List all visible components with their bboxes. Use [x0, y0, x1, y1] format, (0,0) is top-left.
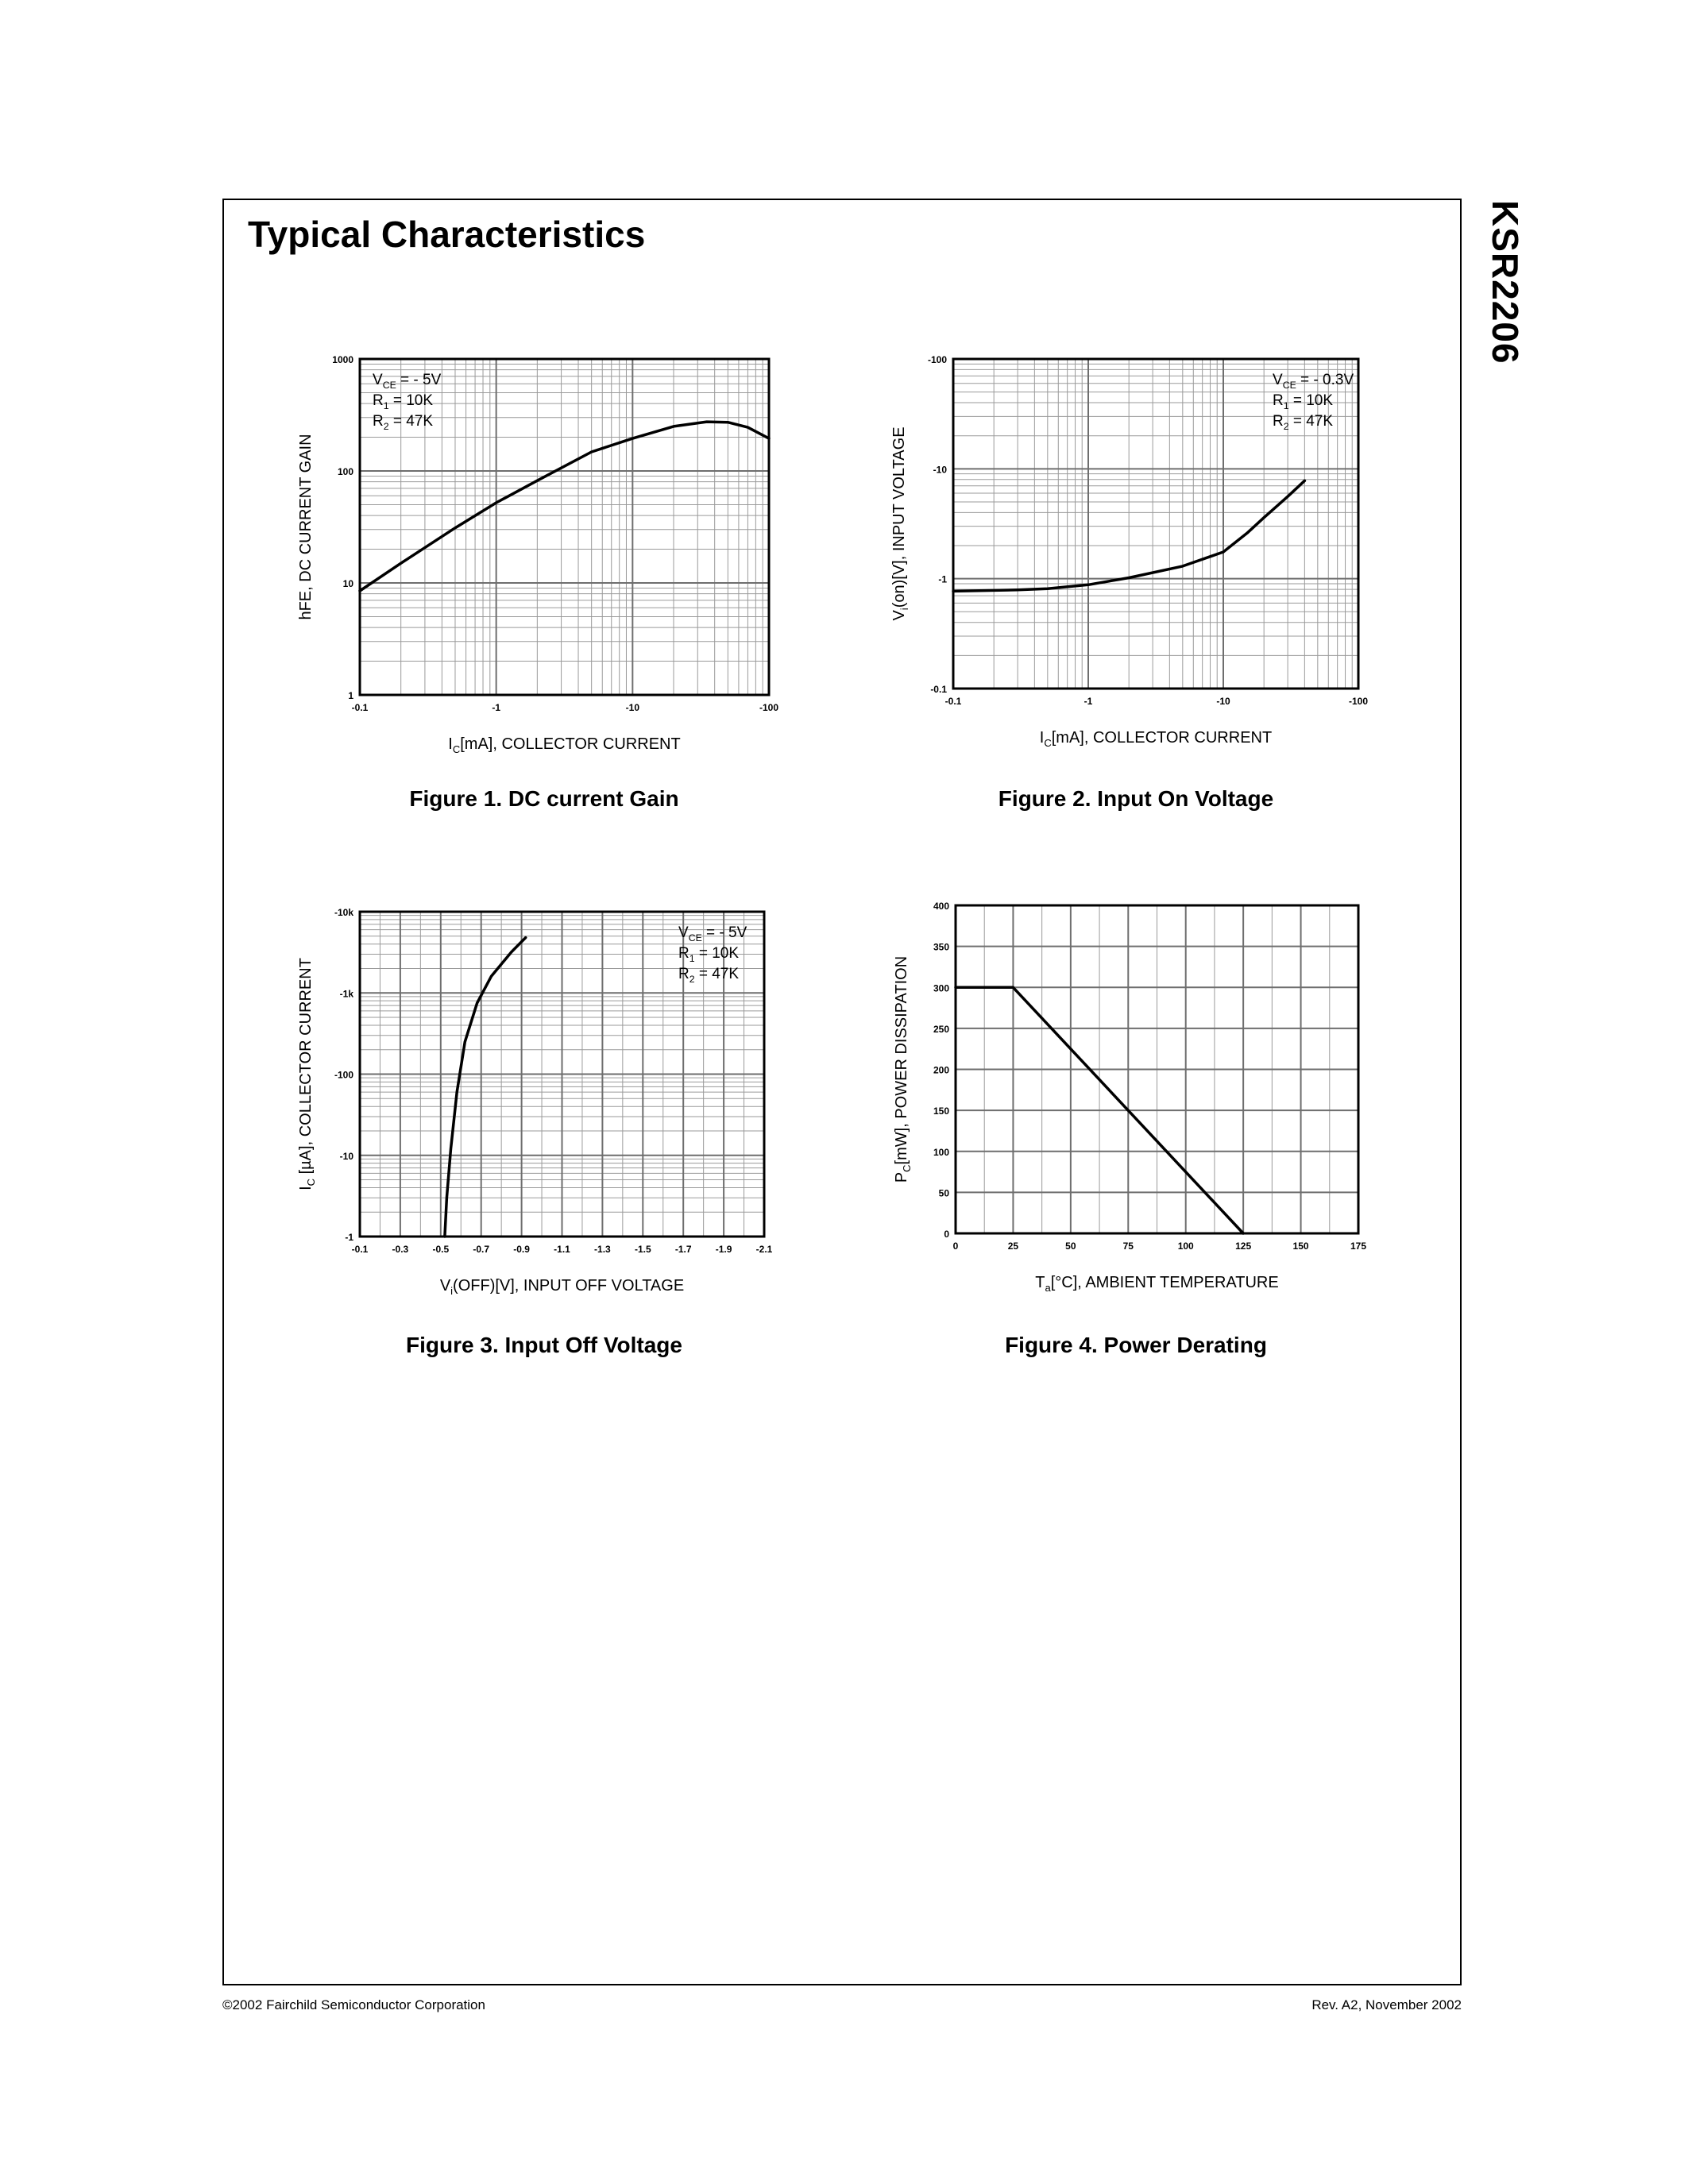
- x-tick-label: 0: [952, 1241, 959, 1252]
- page-title: Typical Characteristics: [248, 214, 646, 255]
- y-axis-label: $I_C$ [µA], COLLECTOR CURRENT: [297, 958, 317, 1190]
- x-tick-label: -1.9: [715, 1244, 732, 1255]
- x-tick-label: 50: [1065, 1241, 1076, 1252]
- revision-notice: Rev. A2, November 2002: [1311, 1997, 1462, 2012]
- y-tick-label: 300: [933, 982, 949, 994]
- x-tick-label: -0.1: [351, 702, 369, 713]
- x-tick-label: -0.9: [513, 1244, 530, 1255]
- y-tick-label: 250: [933, 1023, 949, 1035]
- x-tick-label: 150: [1292, 1241, 1309, 1252]
- x-tick-label: -1: [1083, 696, 1093, 707]
- x-tick-label: -0.1: [351, 1244, 369, 1255]
- x-tick-label: 25: [1007, 1241, 1019, 1252]
- x-tick-label: -1.7: [674, 1244, 692, 1255]
- y-tick-label: 50: [938, 1187, 949, 1199]
- x-tick-label: -0.5: [432, 1244, 450, 1255]
- x-axis-label: $I_C[mA]$, COLLECTOR CURRENT: [448, 735, 681, 755]
- condition-annotation: $R_2 = 47K$: [1273, 413, 1334, 432]
- y-tick-label: -10k: [334, 907, 353, 918]
- part-number: KSR2206: [1485, 200, 1526, 365]
- y-tick-label: 0: [944, 1229, 949, 1240]
- y-tick-label: 10: [342, 578, 353, 589]
- condition-annotation: $R_2 = 47K$: [678, 966, 740, 985]
- x-tick-label: -2.1: [755, 1244, 773, 1255]
- y-tick-label: 100: [337, 466, 353, 477]
- figure-caption: Figure 4. Power Derating: [1005, 1333, 1267, 1357]
- condition-annotation: $V_{CE}$ = - 0.3V: [1273, 372, 1354, 391]
- y-tick-label: 350: [933, 941, 949, 953]
- x-tick-label: -1: [492, 702, 501, 713]
- x-tick-label: -0.7: [473, 1244, 490, 1255]
- y-tick-label: 100: [933, 1146, 949, 1158]
- y-tick-label: -100: [334, 1069, 353, 1081]
- x-axis-label: $T_a[^\circ C]$, AMBIENT TEMPERATURE: [1035, 1274, 1279, 1294]
- copyright-notice: ©2002 Fairchild Semiconductor Corporation: [222, 1997, 485, 2012]
- x-tick-label: -10: [1216, 696, 1230, 707]
- y-axis-label: $V_i(on)[V]$, INPUT VOLTAGE: [890, 426, 910, 621]
- x-tick-label: 175: [1350, 1241, 1367, 1252]
- condition-annotation: $R_1 = 10K$: [678, 945, 740, 964]
- y-tick-label: -1: [938, 573, 947, 585]
- x-axis-label: $V_i(OFF)[V]$, INPUT OFF VOLTAGE: [439, 1277, 685, 1297]
- y-tick-label: -1k: [339, 988, 353, 1000]
- x-axis-label: $I_C[mA]$, COLLECTOR CURRENT: [1039, 729, 1273, 749]
- y-tick-label: -0.1: [930, 684, 947, 695]
- y-tick-label: 200: [933, 1064, 949, 1076]
- figure-caption: Figure 1. DC current Gain: [409, 786, 679, 811]
- y-tick-label: 400: [933, 901, 949, 912]
- figure-caption: Figure 3. Input Off Voltage: [406, 1333, 682, 1357]
- condition-annotation: $V_{CE}$ = - 5V: [373, 372, 442, 391]
- x-tick-label: -0.1: [944, 696, 962, 707]
- y-axis-label: hFE, DC CURRENT GAIN: [297, 434, 315, 620]
- y-tick-label: -1: [345, 1232, 353, 1243]
- y-tick-label: -10: [933, 464, 947, 476]
- x-tick-label: 125: [1235, 1241, 1252, 1252]
- y-tick-label: 150: [933, 1106, 949, 1117]
- condition-annotation: $V_{CE}$ = - 5V: [678, 924, 747, 943]
- x-tick-label: -1.5: [634, 1244, 651, 1255]
- x-tick-label: -0.3: [392, 1244, 409, 1255]
- x-tick-label: -100: [759, 702, 779, 713]
- y-axis-label: $P_C[mW]$, POWER DISSIPATION: [893, 955, 913, 1183]
- y-tick-label: -100: [927, 354, 947, 365]
- condition-annotation: $R_2 = 47K$: [373, 413, 434, 432]
- figure-caption: Figure 2. Input On Voltage: [998, 786, 1274, 811]
- y-tick-label: 1: [348, 690, 353, 701]
- condition-annotation: $R_1 = 10K$: [373, 392, 434, 411]
- x-tick-label: 100: [1177, 1241, 1194, 1252]
- x-tick-label: -10: [625, 702, 640, 713]
- y-tick-label: 1000: [332, 354, 353, 365]
- x-tick-label: 75: [1122, 1241, 1134, 1252]
- x-tick-label: -100: [1348, 696, 1369, 707]
- y-tick-label: -10: [339, 1150, 353, 1162]
- x-tick-label: -1.3: [594, 1244, 611, 1255]
- condition-annotation: $R_1 = 10K$: [1273, 392, 1334, 411]
- x-tick-label: -1.1: [554, 1244, 570, 1255]
